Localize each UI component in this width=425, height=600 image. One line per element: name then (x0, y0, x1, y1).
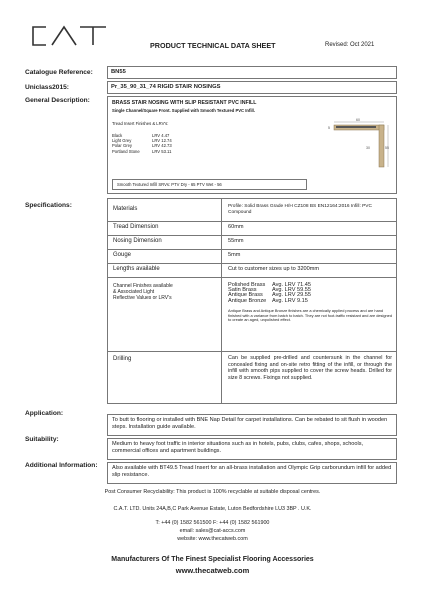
spec-label: Lengths available (113, 266, 160, 272)
spec-value: Can be supplied pre-drilled and countersunk in the channel for concealed fixing and on-site retro fitting of the infill, or through the infill with smooth pips supplied to cover the screw heads. Drilled for size 8 screws. Fixings not supplied. (228, 355, 392, 381)
nosing-profile-diagram (326, 117, 392, 173)
finishes-list (112, 133, 212, 154)
additional-value: Also available with BT49.5 Tread Insert for an all-brass installation and Olympic Grip carborundum infill for added slip resistance. (112, 465, 392, 478)
finish-row: Polar Grey LRV 42.73 (112, 143, 172, 149)
label-catalogue: Catalogue Reference: (25, 69, 93, 76)
spec-label: Drilling (113, 356, 132, 362)
channel-finish-row: Antique Brass Avg. LRV 29.55 (228, 292, 311, 299)
srv-value: Smooth Textured Infill SRVs: PTV Dry - 65 PTV Wet - 56 (117, 182, 222, 187)
spec-row-materials (108, 199, 396, 222)
label-additional: Additional Information: (25, 462, 98, 469)
company-website: website: www.thecatweb.com (177, 536, 248, 542)
suitability-box (107, 438, 397, 460)
spec-row-drilling (108, 351, 396, 405)
cat-logo (30, 24, 110, 48)
finish-row: Black LRV 4.47 (112, 133, 170, 138)
recyclability-note: Post Consumer Recyclability: This product is 100% recyclable at suitable disposal centres. (104, 489, 321, 495)
label-suitability: Suitability: (25, 436, 59, 443)
svg-text:60: 60 (356, 118, 360, 122)
catalogue-value: BN55 (111, 69, 126, 75)
company-email: email: sales@cat-accs.com (179, 528, 246, 534)
label-general: General Description: (25, 97, 90, 104)
spec-value: 60mm (228, 224, 244, 230)
uniclass-value: Pr_35_90_31_74 RIGID STAIR NOSINGS (111, 84, 221, 90)
label-uniclass: Uniclass2015: (25, 84, 69, 91)
channel-note: Antique Brass and Antique Bronze finishes are a chemically applied process and are hand finished with a variance from batch to batch. They are not foot-traffic resistant and are designed to create an aged, unpolished effect. (228, 307, 393, 323)
company-address: C.A.T. LTD. Units 24A,B,C Park Avenue Estate, Luton Bedfordshire LU3 3BP . U.K. (113, 506, 312, 512)
spec-row-lengths (108, 263, 396, 278)
application-box (107, 414, 397, 436)
catalogue-box (107, 66, 397, 79)
spec-value: Profile: Solid Brass Grade H/H CZ108 BS EN12164:2016 Infill: PVC Compound (228, 204, 372, 215)
spec-row-gouge (108, 249, 396, 264)
page-title: PRODUCT TECHNICAL DATA SHEET (150, 41, 276, 50)
suitability-value: Medium to heavy foot traffic in interior situations such as in hotels, pubs, clubs, cafes, shops, schools, commercial offices and apartment buildings. (112, 441, 364, 454)
spec-label: Tread Dimension (113, 224, 159, 230)
spec-value: 55mm (228, 238, 244, 244)
spec-row-nosing (108, 235, 396, 250)
revised-date: Revised: Oct 2021 (325, 42, 375, 48)
tagline: Manufacturers Of The Finest Specialist Flooring Accessories (111, 556, 314, 563)
finish-row: Portland Stone LRV 53.11 (112, 148, 172, 154)
general-subheading: Single Channel/Square Front. Supplied with Smooth Textured PVC Infill. (112, 108, 256, 113)
spec-label: Channel Finishes available & Associated Light Reflective Values or LRV's (113, 283, 173, 301)
application-value: To butt to flooring or installed with BNE Nap Detail for carpet installations. Can be rebated to sit flush in wooden steps. Installation guide available. (112, 417, 388, 430)
spec-label: Gouge (113, 252, 132, 258)
spec-label: Materials (113, 206, 138, 212)
channel-finish-row: Polished Brass Avg. LRV 71.45 (228, 282, 311, 288)
srv-box (112, 179, 307, 190)
spec-row-tread (108, 221, 396, 236)
general-heading: BRASS STAIR NOSING WITH SLIP RESISTANT PVC INFILL (112, 100, 257, 106)
svg-text:5: 5 (328, 126, 330, 130)
spec-label: Nosing Dimension (113, 238, 162, 244)
channel-finish-row: Antique Bronze Avg. LRV 9.15 (228, 297, 308, 304)
spec-value: Cut to customer sizes up to 3200mm (228, 266, 320, 272)
company-phone: T: +44 (0) 1582 561500 F: +44 (0) 1582 561900 (155, 520, 270, 526)
label-application: Application: (25, 410, 64, 417)
channel-finishes-list (228, 283, 392, 323)
footer-url[interactable]: www.thecatweb.com (175, 566, 250, 575)
svg-text:30: 30 (366, 146, 370, 150)
spec-row-channel (108, 277, 396, 352)
label-specifications: Specifications: (25, 202, 72, 209)
channel-finish-row: Satin Brass Avg. LRV 59.55 (228, 287, 311, 294)
finishes-title: Tread Insert Finishes & LRV's: (112, 121, 169, 126)
specs-table (107, 198, 397, 404)
general-box (107, 96, 397, 194)
spec-value: 5mm (228, 252, 241, 258)
uniclass-box (107, 81, 397, 94)
finish-row: Light Grey LRV 12.74 (112, 138, 172, 144)
additional-box (107, 462, 397, 484)
svg-text:55: 55 (385, 146, 389, 150)
